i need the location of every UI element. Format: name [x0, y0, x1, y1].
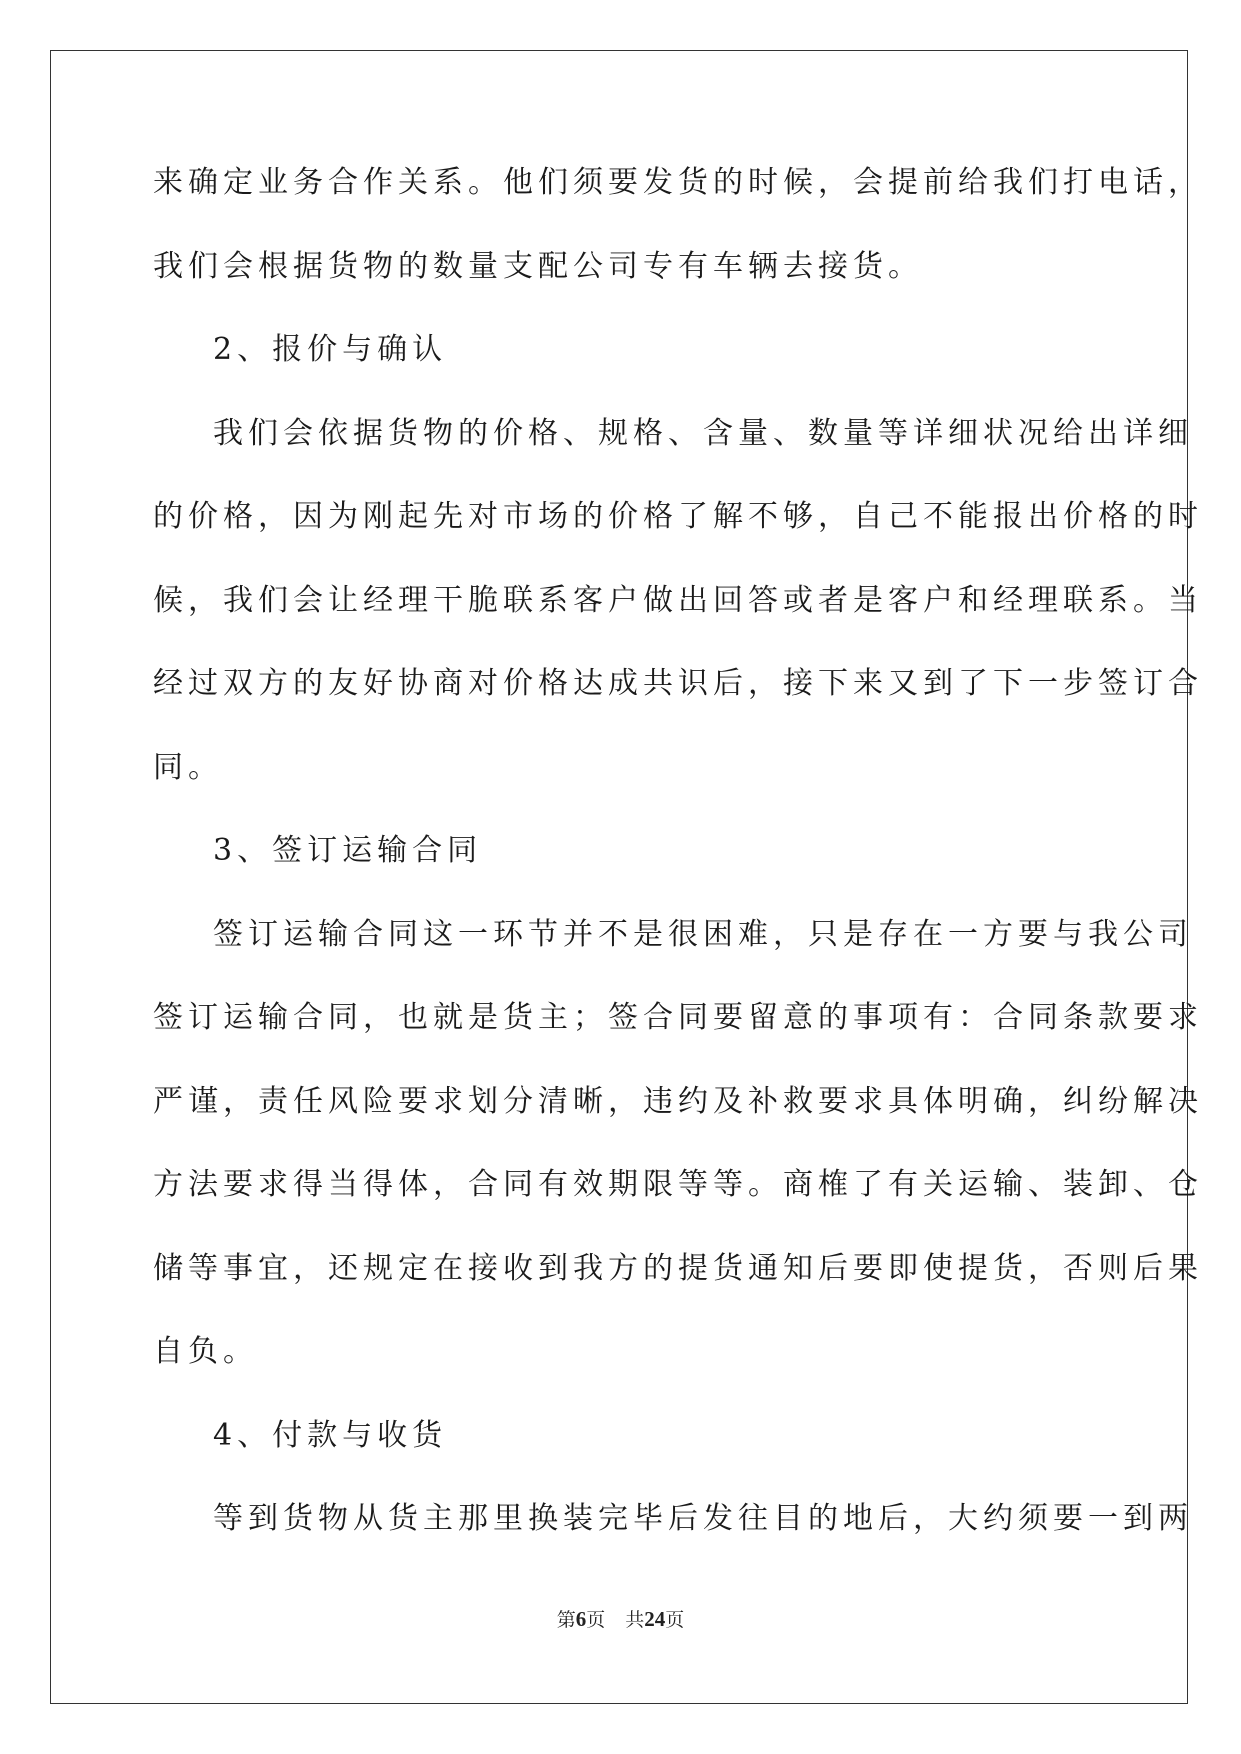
text-line: 方法要求得当得体，合同有效期限等等。商榷了有关运输、装卸、仓 — [153, 1167, 1203, 1202]
section-heading: 3、签订运输合同 — [213, 833, 483, 868]
text-line: 同。 — [153, 749, 223, 785]
footer-page-unit: 页 — [586, 1609, 606, 1631]
text-line: 我们会根据货物的数量支配公司专有车辆去接货。 — [153, 248, 923, 284]
text-line: 来确定业务合作关系。他们须要发货的时候，会提前给我们打电话， — [153, 165, 1203, 200]
total-pages: 24 — [644, 1607, 666, 1631]
page-footer — [0, 1605, 1241, 1632]
text-line: 等到货物从货主那里换装完毕后发往目的地后，大约须要一到两 — [213, 1501, 1193, 1536]
page-number: 6 — [575, 1607, 587, 1631]
text-line: 自负。 — [153, 1334, 258, 1369]
section-heading: 2、报价与确认 — [213, 332, 448, 367]
footer-prefix: 第 — [556, 1609, 576, 1631]
footer-total-unit: 页 — [665, 1609, 685, 1631]
text-line: 储等事宜，还规定在接收到我方的提货通知后要即使提货，否则后果 — [153, 1250, 1203, 1286]
footer-total-prefix: 共 — [625, 1609, 645, 1631]
text-line: 签订运输合同这一环节并不是很困难，只是存在一方要与我公司 — [213, 916, 1193, 952]
text-line: 严谨，责任风险要求划分清晰，违约及补救要求具体明确，纠纷解决 — [153, 1083, 1203, 1119]
text-line: 签订运输合同，也就是货主；签合同要留意的事项有：合同条款要求 — [153, 1000, 1203, 1035]
section-heading: 4、付款与收货 — [213, 1417, 448, 1453]
document-body — [153, 165, 1203, 1585]
text-line: 候，我们会让经理干脆联系客户做出回答或者是客户和经理联系。当 — [153, 582, 1203, 618]
text-line: 的价格，因为刚起先对市场的价格了解不够，自己不能报出价格的时 — [153, 499, 1203, 534]
text-line: 经过双方的友好协商对价格达成共识后，接下来又到了下一步签订合 — [153, 666, 1203, 701]
text-line: 我们会依据货物的价格、规格、含量、数量等详细状况给出详细 — [213, 415, 1193, 451]
